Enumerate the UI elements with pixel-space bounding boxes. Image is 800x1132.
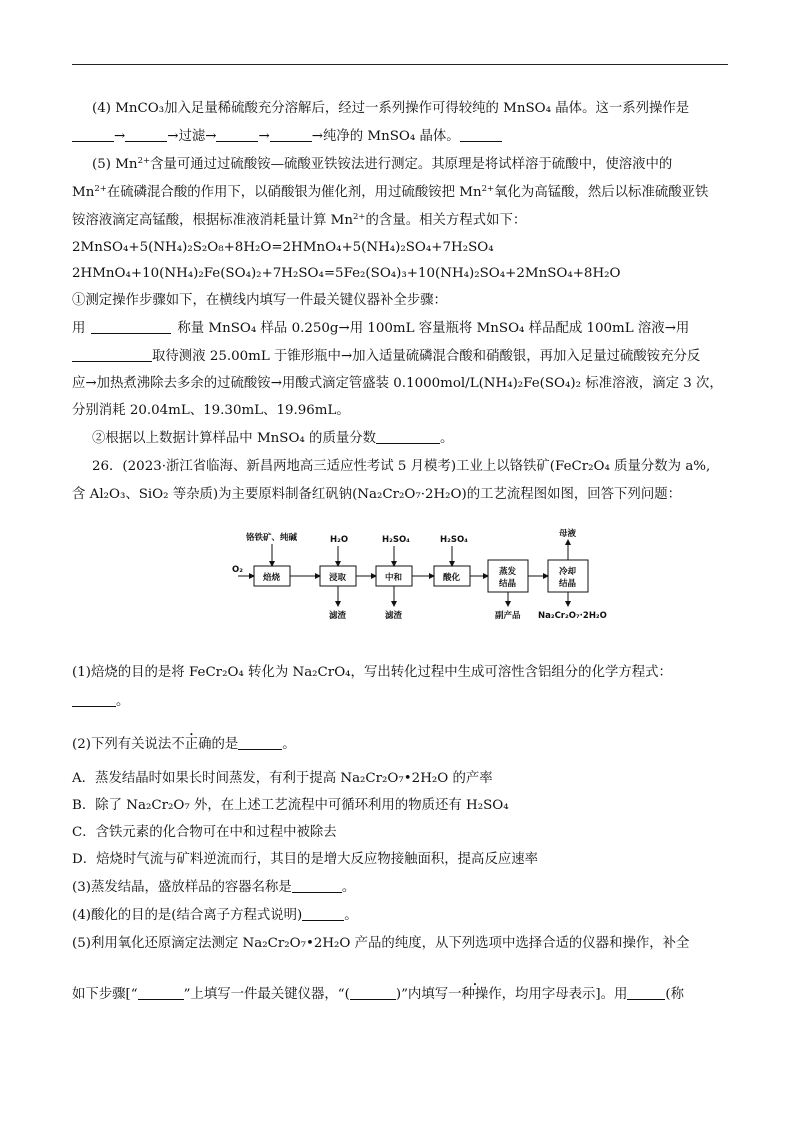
answer-blank[interactable]	[376, 430, 440, 444]
q4-line1: (4) MnCO₃加入足量稀硫酸充分溶解后，经过一系列操作可得较纯的 MnSO₄ 晶体。这一系列操作是	[92, 101, 690, 116]
answer-blank[interactable]	[91, 320, 171, 334]
emphasized-not-correct: 不正确	[171, 737, 212, 752]
answer-blank[interactable]	[292, 879, 342, 893]
answer-blank[interactable]	[350, 986, 396, 1000]
label-o2: O₂	[232, 565, 243, 575]
label-roasting: 焙烧	[263, 573, 281, 583]
label-residue-2: 滤渣	[385, 611, 403, 621]
p5-line2: 如下步骤[“ ”上填写一件最关键仪器，“( )”内填写一种操作，均用字母表示]。用 (称	[72, 987, 685, 1002]
q26-line1: 26．(2023·浙江省临海、新昌两地高三适应性考试 5 月模考)工业上以铬铁矿(FeCr₂O₄ 质量分数为 a%,	[92, 459, 711, 474]
q4-line2: → →过滤→ → →纯净的 MnSO₄ 晶体。	[72, 128, 502, 146]
step-line1: 用 称量 MnSO₄ 样品 0.250g→用 100mL 容量瓶将 MnSO₄ 样品配成 100mL 溶液→用	[72, 321, 690, 336]
option-b[interactable]: B．除了 Na₂Cr₂O₇ 外，在上述工艺流程中可循环利用的物质还有 H₂SO₄	[72, 798, 509, 813]
p3-line: (3)蒸发结晶，盛放样品的容器名称是 。	[72, 880, 356, 895]
answer-blank[interactable]	[238, 736, 282, 750]
label-input-acid1: H₂SO₄	[382, 535, 410, 545]
label-input-acid2: H₂SO₄	[440, 535, 468, 545]
p2-line: (2)下列有关说法不正确的是 。	[72, 737, 296, 752]
q5-line1: (5) $Mn^{2+}$含量可通过过硫酸铵—硫酸亚铁铵法进行测定。其原理是将试样溶于硫酸中，使溶液中的	[92, 156, 673, 172]
step-line4: 分别消耗 20.04mL、19.30mL、19.96mL。	[72, 403, 350, 418]
option-d[interactable]: D．焙烧时气流与矿料逆流而行，其目的是增大反应物接触面积，提高反应速率	[72, 852, 539, 867]
answer-blank[interactable]	[627, 986, 665, 1000]
answer-blank[interactable]	[72, 128, 114, 142]
calc-line: ②根据以上数据计算样品中 MnSO₄ 的质量分数 。	[92, 431, 454, 446]
label-acidify: 酸化	[443, 573, 461, 583]
answer-blank[interactable]	[72, 693, 116, 707]
answer-blank[interactable]	[302, 907, 344, 921]
q5-line2: $Mn^{2+}$在硫磷混合酸的作用下，以硝酸银为催化剂，用过硫酸铵把 $Mn^{2+}$氧化为高锰酸，然后以标准硫酸亚铁	[72, 184, 709, 200]
answer-blank[interactable]	[270, 128, 312, 142]
label-evaporate-1: 蒸发	[499, 567, 517, 577]
equation-2: 2HMnO₄+10(NH₄)₂Fe(SO₄)₂+7H₂SO₄=5Fe₂(SO₄)₃+10(NH₄)₂SO₄+2MnSO₄+8H₂O	[72, 266, 621, 281]
answer-blank[interactable]	[460, 128, 502, 142]
label-mother-liquor: 母液	[559, 529, 577, 539]
equation-1: 2MnSO₄+5(NH₄)₂S₂O₈+8H₂O=2HMnO₄+5(NH₄)₂SO₄+7H₂SO₄	[72, 240, 494, 255]
p1-line2: 。	[72, 693, 129, 711]
label-byproduct: 副产品	[495, 611, 521, 621]
label-cool-1: 冷却	[559, 567, 577, 577]
header-rule	[72, 64, 728, 65]
label-input-water: H₂O	[330, 535, 349, 545]
answer-blank[interactable]	[216, 128, 258, 142]
emphasized-one-operation: 一种操作	[448, 987, 502, 1002]
label-leaching: 浸取	[329, 573, 347, 583]
label-input-ore: 铬铁矿、纯碱	[246, 533, 298, 543]
answer-blank[interactable]	[138, 986, 184, 1000]
p1-line1: (1)焙烧的目的是将 FeCr₂O₄ 转化为 Na₂CrO₄，写出转化过程中生成可溶性含铝组分的化学方程式：	[72, 665, 672, 680]
option-c[interactable]: C．含铁元素的化合物可在中和过程中被除去	[72, 825, 337, 840]
p4-line: (4)酸化的目的是(结合离子方程式说明) 。	[72, 908, 358, 923]
p5-line1: (5)利用氧化还原滴定法测定 Na₂Cr₂O₇•2H₂O 产品的纯度，从下列选项中选择合适的仪器和操作，补全	[72, 936, 690, 951]
step-line3: 应→加热煮沸除去多余的过硫酸铵→用酸式滴定管盛装 0.1000mol/L(NH₄)₂Fe(SO₄)₂ 标准溶液，滴定 3 次，	[72, 376, 723, 391]
step-title: ①测定操作步骤如下，在横线内填写一件最关键仪器补全步骤：	[72, 293, 447, 308]
label-residue-1: 滤渣	[329, 611, 347, 621]
q26-line2: 含 Al₂O₃、SiO₂ 等杂质)为主要原料制备红矾钠(Na₂Cr₂O₇·2H₂O)的工艺流程图如图，回答下列问题：	[72, 487, 681, 502]
q5-line3: 铵溶液滴定高锰酸，根据标准液消耗量计算 $Mn^{2+}$的含量。相关方程式如下：	[72, 212, 527, 228]
label-neutralize: 中和	[385, 573, 403, 583]
label-cool-2: 结晶	[559, 579, 577, 589]
step-line2: 取待测液 25.00mL 于锥形瓶中→加入适量硫磷混合酸和硝酸银，再加入足量过硫酸铵充分反	[72, 348, 700, 366]
label-product: Na₂Cr₂O₇·2H₂O	[538, 611, 607, 621]
option-a[interactable]: A．蒸发结晶时如果长时间蒸发，有利于提高 Na₂Cr₂O₇•2H₂O 的产率	[72, 771, 493, 786]
answer-blank[interactable]	[72, 348, 152, 362]
process-flowchart	[232, 526, 607, 634]
label-evaporate-2: 结晶	[499, 579, 517, 589]
answer-blank[interactable]	[125, 128, 167, 142]
